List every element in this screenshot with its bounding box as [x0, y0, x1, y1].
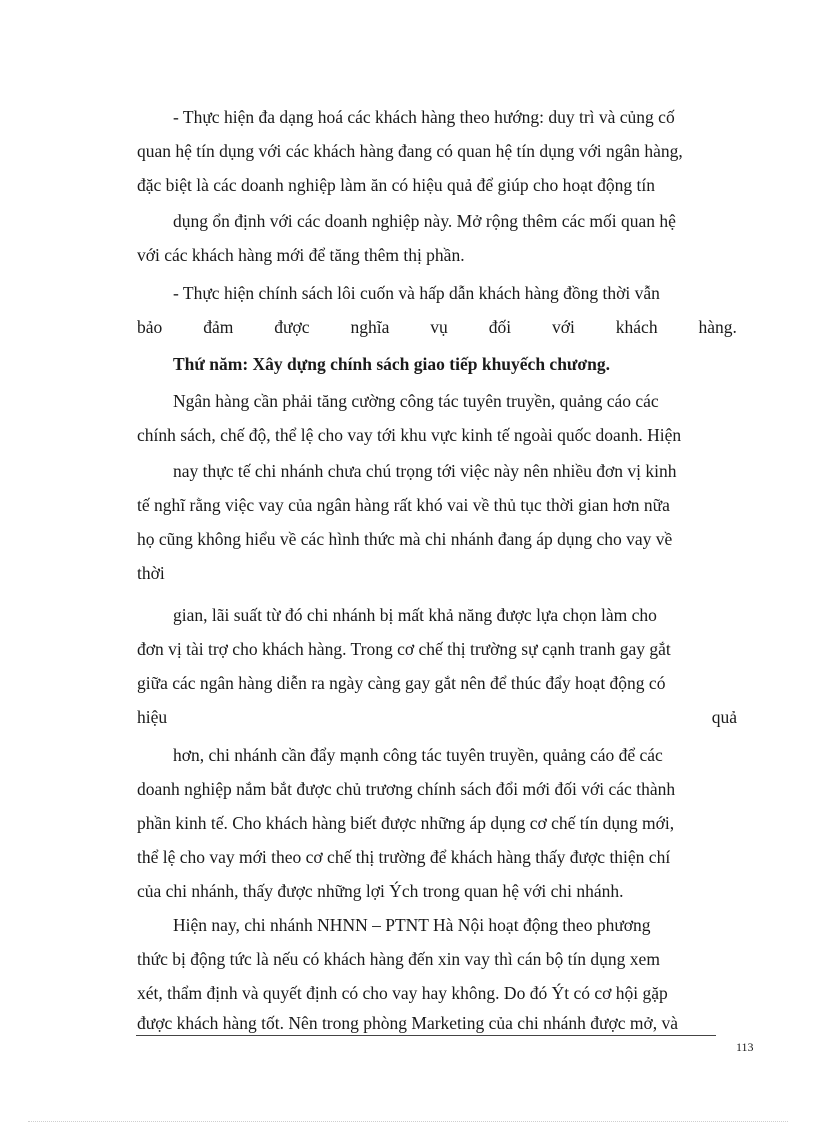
- page-bottom-border: [28, 1121, 788, 1122]
- text-line-20: của chi nhánh, thấy được những lợi Ých trong quan hệ với chi nhánh.: [137, 881, 624, 901]
- text-line-18: phần kinh tế. Cho khách hàng biết được những áp dụng cơ chế tín dụng mới,: [137, 813, 675, 833]
- word: bảo: [137, 317, 163, 337]
- text-line-16: hơn, chi nhánh cần đẩy mạnh công tác tuyên truyền, quảng cáo để các: [173, 745, 663, 765]
- text-line-22: thức bị động tức là nếu có khách hàng đến xin vay thì cán bộ tín dụng xem: [137, 949, 660, 969]
- footer-rule: [136, 1035, 716, 1036]
- justified-line-bao-dam: [137, 316, 737, 338]
- word: nghĩa: [350, 317, 390, 337]
- word: hiệu: [137, 707, 168, 727]
- word: được: [274, 317, 310, 337]
- text-line-14: đơn vị tài trợ cho khách hàng. Trong cơ chế thị trường sự cạnh tranh gay gắt: [137, 639, 671, 659]
- justified-line-hieu-qua: [137, 706, 737, 728]
- text-line-6: - Thực hiện chính sách lôi cuốn và hấp dẫn khách hàng đồng thời vẫn: [173, 283, 660, 303]
- text-line-13: gian, lãi suất từ đó chi nhánh bị mất khả năng được lựa chọn làm cho: [173, 605, 657, 625]
- text-line-1: - Thực hiện đa dạng hoá các khách hàng theo hướng: duy trì và củng cố: [173, 107, 675, 127]
- text-line-15: giữa các ngân hàng diễn ra ngày càng gay gắt nên để thúc đẩy hoạt động có: [137, 673, 666, 693]
- word: quả: [711, 707, 737, 727]
- text-line-3: đặc biệt là các doanh nghiệp làm ăn có hiệu quả để giúp cho hoạt động tín: [137, 175, 656, 195]
- word: đảm: [203, 317, 234, 337]
- text-line-2: quan hệ tín dụng với các khách hàng đang có quan hệ tín dụng với ngân hàng,: [137, 141, 683, 161]
- text-line-24: được khách hàng tốt. Nên trong phòng Marketing của chi nhánh được mở, và: [137, 1013, 678, 1033]
- text-line-5: với các khách hàng mới để tăng thêm thị phần.: [137, 245, 465, 265]
- text-line-19: thể lệ cho vay mới theo cơ chế thị trường để khách hàng thấy được thiện chí: [137, 847, 671, 867]
- text-line-9: nay thực tế chi nhánh chưa chú trọng tới việc này nên nhiều đơn vị kinh: [173, 461, 677, 481]
- text-line-23: xét, thẩm định và quyết định có cho vay hay không. Do đó Ýt có cơ hội gặp: [137, 983, 668, 1003]
- text-line-12: thời: [137, 563, 165, 583]
- text-line-10: tế nghĩ rằng việc vay của ngân hàng rất khó vai về thủ tục thời gian hơn nữa: [137, 495, 670, 515]
- text-line-7: Ngân hàng cần phải tăng cường công tác tuyên truyền, quảng cáo các: [173, 391, 659, 411]
- text-line-8: chính sách, chế độ, thể lệ cho vay tới khu vực kinh tế ngoài quốc doanh. Hiện: [137, 425, 682, 445]
- page-number: 113: [736, 1040, 754, 1054]
- section-heading: Thứ năm: Xây dựng chính sách giao tiếp khuyếch chương.: [173, 354, 610, 374]
- word: đối: [488, 317, 512, 337]
- text-line-17: doanh nghiệp nắm bắt được chủ trương chính sách đổi mới đối với các thành: [137, 779, 676, 799]
- text-line-21: Hiện nay, chi nhánh NHNN – PTNT Hà Nội hoạt động theo phương: [173, 915, 651, 935]
- text-line-4: dụng ổn định với các doanh nghiệp này. Mở rộng thêm các mối quan hệ: [173, 211, 676, 231]
- text-line-11: họ cũng không hiểu về các hình thức mà chi nhánh đang áp dụng cho vay về: [137, 529, 673, 549]
- word: vụ: [430, 317, 448, 337]
- word: khách: [615, 317, 658, 337]
- word: với: [551, 317, 575, 337]
- word: hàng.: [698, 317, 737, 337]
